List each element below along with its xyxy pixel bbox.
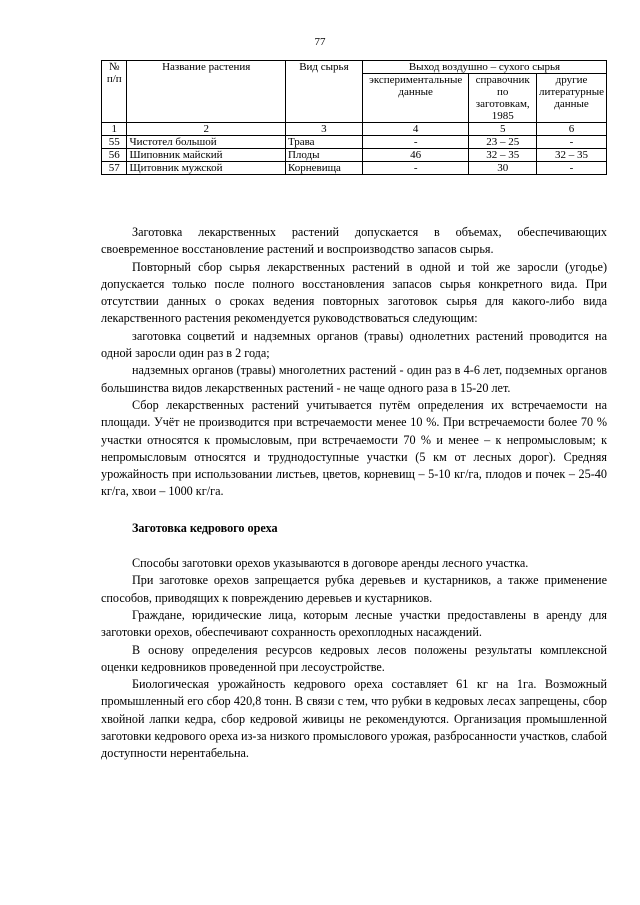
header-reference: справочник по заготовкам, 1985 <box>469 74 537 123</box>
header-yield-group: Выход воздушно – сухого сырья <box>362 61 606 74</box>
row-experimental: - <box>362 136 469 149</box>
paragraph: Биологическая урожайность кедрового ореха составляет 61 кг на 1га. Возможный промышленный его сбор 420,8 тонн. В связи с тем, что рубки в кедровых лесах запрещены, сбор хвойной лапки кедра, сбор кедровой живицы не рекомендуются. Организация промышленной заготовки кедрового ореха из-за низкого промыслового урожая, разбросанности участков, слабой доступности нерентабельна. <box>101 677 607 761</box>
row-reference: 30 <box>469 162 537 175</box>
row-name: Щитовник мужской <box>127 162 285 175</box>
row-num: 55 <box>102 136 127 149</box>
paragraph: заготовка соцветий и надземных органов (травы) однолетних растений проводится на одной заросли один раз в 2 года; <box>101 328 607 361</box>
paragraph: Граждане, юридические лица, которым лесные участки предоставлены в аренду для заготовки орехов, обеспечивают сохранность орехоплодных насаждений. <box>101 607 607 640</box>
row-name: Шиповник майский <box>127 149 285 162</box>
row-literature: - <box>536 162 606 175</box>
paragraph: При заготовке орехов запрещается рубка деревьев и кустарников, а также применение способов, приводящих к повреждению деревьев и кустарников. <box>101 573 607 605</box>
header-type: Вид сырья <box>285 61 362 123</box>
row-num: 56 <box>102 149 127 162</box>
table-row <box>102 149 607 162</box>
row-reference: 32 – 35 <box>469 149 537 162</box>
header-name: Название растения <box>127 61 285 123</box>
column-number: 5 <box>469 123 537 136</box>
row-type: Плоды <box>285 149 362 162</box>
column-number: 3 <box>285 123 362 136</box>
paragraph: В основу определения ресурсов кедровых лесов положены результаты комплексной оценки кедровников проведенной при лесоустройстве. <box>101 642 607 674</box>
row-experimental: 46 <box>362 149 469 162</box>
column-number: 1 <box>102 123 127 136</box>
column-number-row <box>102 123 607 136</box>
row-reference: 23 – 25 <box>469 136 537 149</box>
header-literature: другие литературные данные <box>536 74 606 123</box>
row-type: Корневища <box>285 162 362 175</box>
row-type: Трава <box>285 136 362 149</box>
row-literature: 32 – 35 <box>536 149 606 162</box>
row-num: 57 <box>102 162 127 175</box>
table-row <box>102 136 607 149</box>
paragraph: Сбор лекарственных растений учитывается путём определения их встречаемости на площади. Учёт не производится при встречаемости менее 10 %. При встречаемости более 70 % участки относятся к промысловым, при встречаемости 70 % и менее – к непромысловым; к непромысловым относятся и труднодоступные участки (5 км от лесных дорог). Средняя урожайность при использовании листьев, цветов, корневищ – 5-10 кг/га, плодов и почек – 25-40 кг/га, хвои – 1000 кг/га. <box>101 397 607 499</box>
paragraph: Способы заготовки орехов указываются в договоре аренды лесного участка. <box>132 556 529 571</box>
paragraph: надземных органов (травы) многолетних растений - один раз в 4-6 лет, подземных органов большинства видов лекарственных растений - не чаще одного раза в 15-20 лет. <box>101 363 607 395</box>
paragraph: Повторный сбор сырья лекарственных растений в одной и той же заросли (угодье) допускается только после полного восстановления запасов сырья конкретного вида. При отсутствии данных о сроках ведения повторных заготовок сырья для какого-либо вида лекарственного растения рекомендуется руководствоваться следующим: <box>101 259 607 326</box>
column-number: 4 <box>362 123 469 136</box>
row-name: Чистотел большой <box>127 136 285 149</box>
page-number: 77 <box>314 36 326 48</box>
table-row <box>102 162 607 175</box>
column-number: 6 <box>536 123 606 136</box>
herb-yield-table <box>101 60 607 175</box>
section-heading: Заготовка кедрового ореха <box>132 520 278 535</box>
header-num: № п/п <box>102 61 127 123</box>
header-experimental: экспериментальные данные <box>362 74 469 123</box>
row-experimental: - <box>362 162 469 175</box>
row-literature: - <box>536 136 606 149</box>
body-text <box>101 224 607 763</box>
column-number: 2 <box>127 123 285 136</box>
paragraph: Заготовка лекарственных растений допускается в объемах, обеспечивающих своевременное восстановление растений и воспроизводство запасов сырья. <box>101 225 607 257</box>
